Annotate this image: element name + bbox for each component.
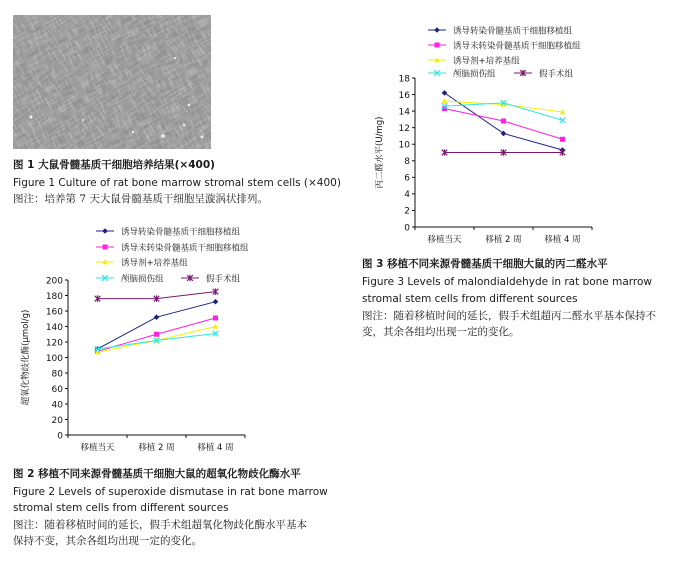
sod-y-tick-label: 200 xyxy=(45,276,63,287)
fig2-caption-cn: 图 2 移植不同来源骨髓基质干细胞大鼠的超氧化物歧化酶水平 xyxy=(13,468,301,480)
sod-chart-svg xyxy=(0,210,330,460)
mda-data-point xyxy=(501,119,506,124)
sod-data-point xyxy=(154,332,159,337)
sod-data-point xyxy=(213,324,219,329)
mda-y-tick-label: 0 xyxy=(404,223,410,234)
sod-legend-label: 假手术组 xyxy=(206,274,241,285)
sod-x-tick-label: 移植 2 周 xyxy=(138,443,175,453)
fig2-note-line2: 保持不变，其余各组均出现一定的变化。 xyxy=(13,535,202,547)
sod-y-tick-label: 40 xyxy=(51,400,63,411)
sod-y-tick-label: 60 xyxy=(51,384,63,395)
sod-y-tick-label: 0 xyxy=(57,431,63,442)
sod-series xyxy=(95,288,219,302)
mda-legend-label: 诱导转染骨髓基质干细胞移植组 xyxy=(453,26,573,37)
sod-y-axis-label: 超氧化物歧化酶(μmol/g) xyxy=(21,309,31,406)
sod-data-point xyxy=(213,315,218,320)
fig3-note-line2: 变，其余各组均出现一定的变化。 xyxy=(362,326,520,338)
fig1-note: 图注：培养第 7 天大鼠骨髓基质干细胞呈漩涡状排列。 xyxy=(13,193,268,205)
sod-series xyxy=(95,315,218,353)
sod-y-tick-label: 160 xyxy=(45,307,63,318)
mda-legend-item xyxy=(428,26,573,37)
mda-legend-marker xyxy=(435,43,440,48)
sod-legend-item xyxy=(96,227,241,238)
sod-y-tick-label: 20 xyxy=(51,415,63,426)
mda-legend-label: 假手术组 xyxy=(539,69,574,80)
sod-legend-item xyxy=(96,274,164,285)
mda-x-tick-label: 移植当天 xyxy=(427,235,462,245)
sod-legend-item xyxy=(96,258,188,269)
mda-chart xyxy=(362,10,682,255)
sod-legend-item xyxy=(96,243,249,254)
mda-x-tick-label: 移植 2 周 xyxy=(485,235,522,245)
mda-y-tick-label: 4 xyxy=(404,190,410,201)
fig1-caption-en: Figure 1 Culture of rat bone marrow stromal stem cells (×400) xyxy=(13,177,341,189)
mda-legend-label: 诱导剂+培养基组 xyxy=(453,56,520,67)
mda-legend-item xyxy=(428,56,520,67)
sod-legend-label: 诱导未转染骨髓基质干细胞移植组 xyxy=(121,243,249,254)
mda-data-point xyxy=(501,131,507,137)
sod-legend-label: 诱导转染骨髓基质干细胞移植组 xyxy=(121,227,241,238)
fig1-caption-cn: 图 1 大鼠骨髓基质干细胞培养结果(×400) xyxy=(13,159,215,171)
sod-y-tick-label: 180 xyxy=(45,291,63,302)
mda-series xyxy=(442,149,566,156)
sod-legend-marker xyxy=(102,228,108,234)
fig3-note-line1: 图注：随着移植时间的延长，假手术组超丙二醛水平基本保持不 xyxy=(362,310,656,322)
sod-legend-label: 诱导剂+培养基组 xyxy=(121,258,188,269)
mda-legend-item xyxy=(428,41,581,52)
fig3-caption-en-line2: stromal stem cells from different sources xyxy=(362,293,578,305)
mda-y-tick-label: 6 xyxy=(404,173,410,184)
fig3-caption-cn: 图 3 移植不同来源骨髓基质干细胞大鼠的丙二醛水平 xyxy=(362,258,608,270)
mda-legend-marker xyxy=(434,27,440,33)
mda-data-point xyxy=(442,90,448,96)
mda-legend-item xyxy=(514,69,574,80)
sod-x-tick-label: 移植 4 周 xyxy=(197,443,234,453)
sod-y-tick-label: 100 xyxy=(45,353,63,364)
sod-legend-label: 颅脑损伤组 xyxy=(121,274,164,285)
mda-y-tick-label: 8 xyxy=(404,157,410,168)
mda-legend-label: 诱导未转染骨髓基质干细胞移植组 xyxy=(453,41,581,52)
sod-x-tick-label: 移植当天 xyxy=(80,443,115,453)
cell-culture-micrograph xyxy=(13,15,211,149)
mda-y-tick-label: 16 xyxy=(398,90,410,101)
sod-data-point xyxy=(154,314,160,320)
fig2-note-line1: 图注：随着移植时间的延长，假手术组超氧化物歧化酶水平基本 xyxy=(13,519,307,531)
micrograph-image xyxy=(13,15,211,149)
sod-y-tick-label: 140 xyxy=(45,322,63,333)
mda-y-tick-label: 12 xyxy=(398,123,410,134)
sod-y-tick-label: 80 xyxy=(51,369,63,380)
mda-data-point xyxy=(560,137,565,142)
mda-series xyxy=(442,106,565,142)
mda-chart-svg xyxy=(362,10,682,255)
mda-y-tick-label: 2 xyxy=(404,206,410,217)
sod-legend-marker xyxy=(103,245,108,250)
mda-y-tick-label: 14 xyxy=(398,107,410,118)
sod-y-tick-label: 120 xyxy=(45,338,63,349)
sod-legend-item xyxy=(181,274,241,285)
mda-y-axis-label: 丙二醛水平(U/mg) xyxy=(375,116,385,189)
mda-legend-label: 颅脑损伤组 xyxy=(453,69,496,80)
mda-y-tick-label: 18 xyxy=(398,74,410,85)
sod-series xyxy=(95,324,219,355)
mda-data-point xyxy=(560,117,566,123)
fig3-caption-en-line1: Figure 3 Levels of malondialdehyde in rat bone marrow xyxy=(362,276,652,288)
fig2-caption-en-line2: stromal stem cells from different sources xyxy=(13,502,229,514)
sod-chart xyxy=(0,210,330,460)
sod-series xyxy=(95,299,219,352)
sod-data-point xyxy=(213,299,219,305)
mda-y-tick-label: 10 xyxy=(398,140,410,151)
mda-legend-item xyxy=(428,69,496,80)
mda-x-tick-label: 移植 4 周 xyxy=(544,235,581,245)
fig2-caption-en-line1: Figure 2 Levels of superoxide dismutase in rat bone marrow xyxy=(13,486,328,498)
